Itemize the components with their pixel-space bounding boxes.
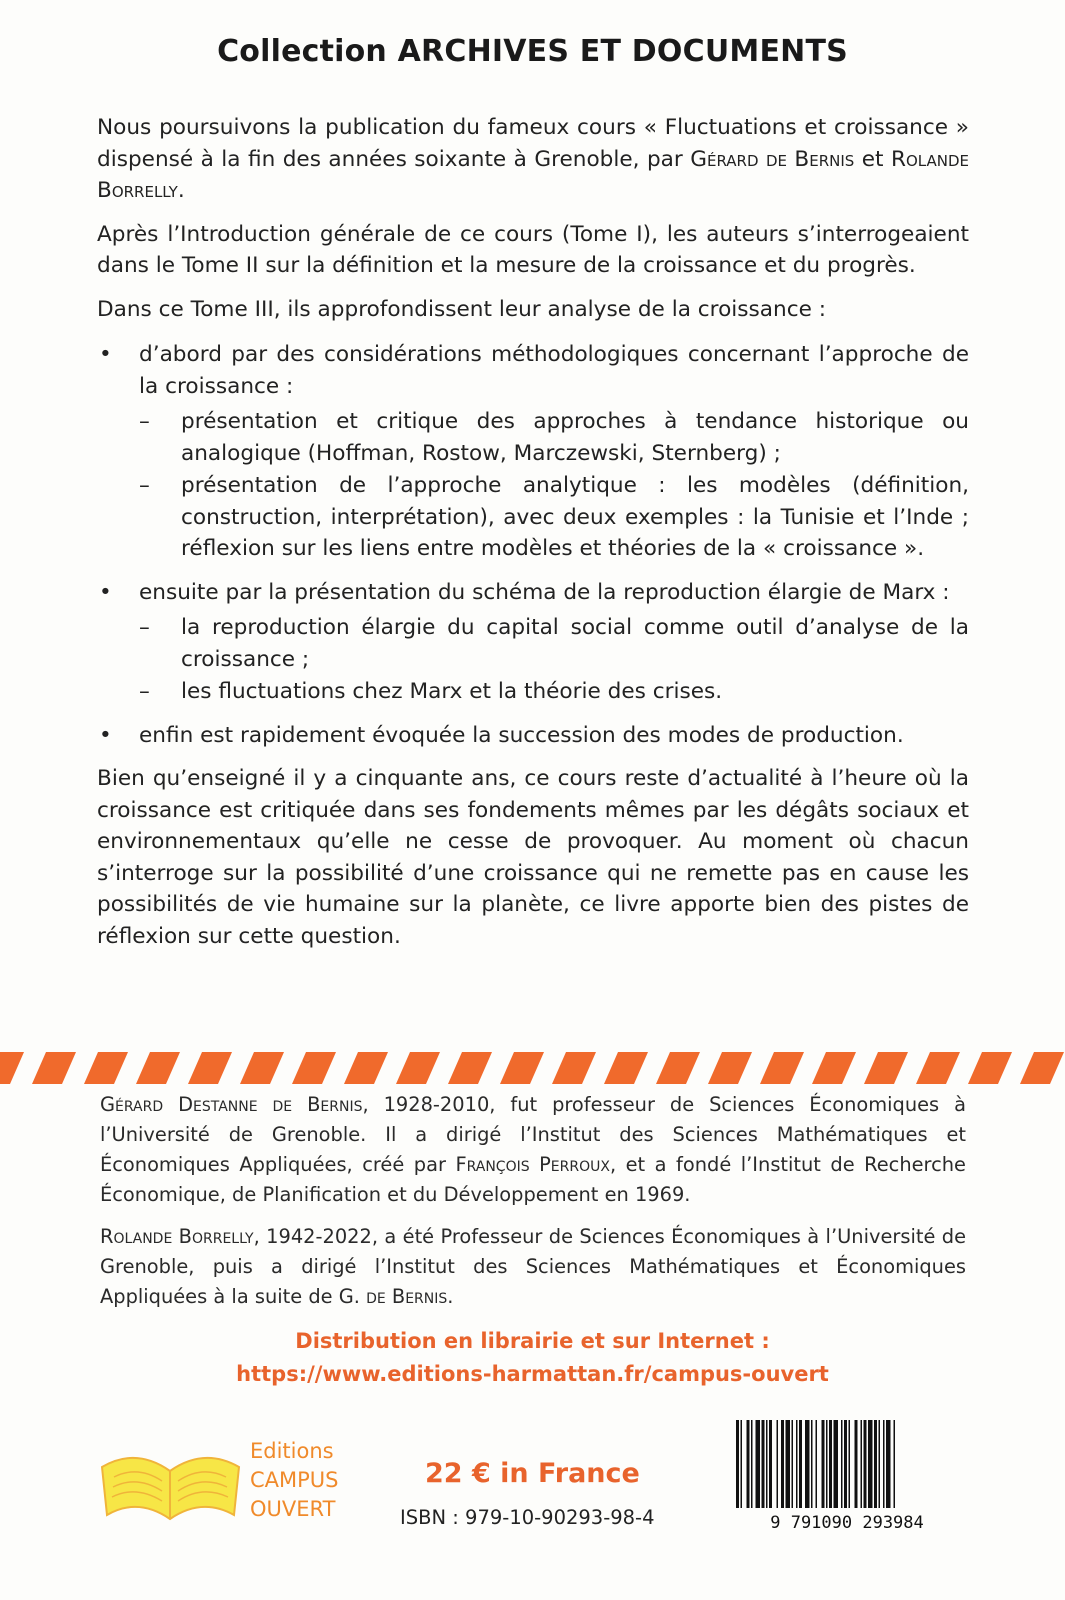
barcode <box>732 1420 962 1532</box>
sub-list-item <box>139 406 969 469</box>
sub-item-text: la reproduction élargie du capital social comme outil d’analyse de la croissance ; <box>181 615 969 672</box>
barcode-bar <box>816 1420 818 1508</box>
stripe-segment <box>708 1052 752 1084</box>
stripe-segment <box>32 1052 76 1084</box>
stripe-segment <box>968 1052 1012 1084</box>
bullet-mark: • <box>99 579 112 605</box>
barcode-bar <box>861 1420 863 1508</box>
bio-text: , 1928-2010, fut professeur de Sciences Économiques à l’Université de Grenoble. Il a dirigé l’Institut des Sciences Mathématiques et Économiques Appliquées, créé par <box>100 1093 966 1176</box>
bullet-text: ensuite par la présentation du schéma de la reproduction élargie de Marx : <box>139 579 950 605</box>
barcode-bar <box>736 1420 739 1508</box>
dash-mark: – <box>139 615 150 640</box>
author-name-1: Gérard de Bernis <box>690 146 855 172</box>
barcode-bar <box>849 1420 851 1508</box>
list-item <box>97 339 969 565</box>
dash-mark: – <box>139 473 150 498</box>
bio-text: . <box>447 1285 454 1308</box>
author-name-2: Rolande Borrelly <box>97 146 969 203</box>
tome2-paragraph: Après l’Introduction générale de ce cours (Tome I), les auteurs s’interrogeaient dans le Tome II sur la définition et la mesure de la croissance et du progrès. <box>97 221 969 278</box>
bullet-mark: • <box>99 722 112 748</box>
bullet-mark: • <box>99 342 112 367</box>
barcode-bar <box>799 1420 802 1508</box>
stripe-segment <box>448 1052 492 1084</box>
barcode-bar <box>883 1420 885 1508</box>
barcode-bar <box>844 1420 847 1508</box>
list-item <box>97 577 969 708</box>
barcode-bar <box>769 1420 772 1508</box>
stripe-segment <box>656 1052 700 1084</box>
barcode-bar <box>792 1420 794 1508</box>
price: 22 € in France <box>425 1458 640 1489</box>
stripe-segment <box>0 1052 24 1084</box>
bio-borrelly <box>100 1222 966 1312</box>
barcode-bar <box>777 1420 779 1508</box>
stripe-segment <box>1020 1052 1064 1084</box>
barcode-bar <box>747 1420 750 1508</box>
barcode-bar <box>805 1420 810 1508</box>
stripe-segment <box>84 1052 128 1084</box>
stripe-segment <box>760 1052 804 1084</box>
stripe-segment <box>396 1052 440 1084</box>
publisher-name <box>250 1437 339 1524</box>
barcode-bar <box>829 1420 832 1508</box>
intro-text: Nous poursuivons la publication du fameux cours « Fluctuations et croissance » dispensé à la fin des années soixante à Grenoble, par <box>97 115 969 172</box>
bullet-text: enfin est rapidement évoquée la succession des modes de production. <box>139 722 904 748</box>
bio-name-perroux: François Perroux <box>455 1153 610 1176</box>
barcode-bar <box>855 1420 858 1508</box>
barcode-bar <box>811 1420 813 1508</box>
intro-period: . <box>177 178 185 203</box>
publisher-line-1: Editions <box>250 1439 334 1463</box>
tome3-paragraph: Dans ce Tome III, ils approfondissent leur analyse de la croissance : <box>97 296 827 322</box>
open-book-icon <box>98 1445 243 1525</box>
stripe-segment <box>136 1052 180 1084</box>
stripe-segment <box>916 1052 960 1084</box>
sub-list-item <box>139 470 969 565</box>
stripe-segment <box>812 1052 856 1084</box>
stripe-segment <box>552 1052 596 1084</box>
barcode-bar <box>826 1420 828 1508</box>
sub-list-item <box>139 676 969 708</box>
publisher-line-3: OUVERT <box>250 1497 336 1521</box>
bio-text: , 1942-2022, a été Professeur de Sciences Économiques à l’Université de Grenoble, puis a dirigé l’Institut des Sciences Mathématiques et Économiques Appliquées à la suite de <box>100 1225 966 1308</box>
barcode-bar <box>874 1420 877 1508</box>
bio-name-g-de-bernis: G. de Bernis <box>338 1285 448 1308</box>
sub-list <box>139 612 969 708</box>
hazard-stripe-band <box>0 1052 1065 1084</box>
back-cover-text <box>97 112 969 964</box>
stripe-segment <box>864 1052 908 1084</box>
stripe-segment <box>240 1052 284 1084</box>
collection-title: Collection ARCHIVES ET DOCUMENTS <box>217 34 848 69</box>
distribution-info <box>0 1325 1065 1391</box>
barcode-bar <box>868 1420 873 1508</box>
barcode-bar <box>781 1420 784 1508</box>
bio-text: , et a fondé l’Institut de Recherche Économique, de Planification et du Développement en 1969. <box>100 1153 966 1206</box>
barcode-bar <box>864 1420 867 1508</box>
barcode-bar <box>879 1420 881 1508</box>
stripe-segment <box>500 1052 544 1084</box>
barcode-bar <box>741 1420 743 1508</box>
barcode-bar <box>786 1420 791 1508</box>
intro-and: et <box>854 146 891 172</box>
sub-list-item <box>139 612 969 675</box>
bio-de-bernis <box>100 1090 966 1210</box>
stripe-segment <box>604 1052 648 1084</box>
sub-item-text: présentation et critique des approches à tendance historique ou analogique (Hoffman, Rostow, Marczewski, Sternberg) ; <box>181 409 969 466</box>
barcode-bar <box>762 1420 765 1508</box>
author-biographies <box>100 1090 966 1324</box>
barcode-bar <box>796 1420 798 1508</box>
conclusion-paragraph: Bien qu’enseigné il y a cinquante ans, ce cours reste d’actualité à l’heure où la croissance est critiquée dans ses fondements mêmes par les dégâts sociaux et environnementaux qu’elle ne cesse de provoquer. Au moment où chacun s’interroge sur la possibilité d’une croissance qui ne remette pas en cause les possibilités de vie humaine sur la planète, ce livre apporte bien des pistes de réflexion sur cette question. <box>97 766 969 949</box>
list-item <box>97 720 969 752</box>
bio-name-de-bernis: Gérard Destanne de Bernis <box>100 1093 363 1116</box>
barcode-digits: 9 791090 293984 <box>770 1513 924 1532</box>
distribution-url: https://www.editions-harmattan.fr/campus-ouvert <box>236 1362 829 1386</box>
sub-item-text: les fluctuations chez Marx et la théorie des crises. <box>181 679 723 704</box>
barcode-bar <box>756 1420 761 1508</box>
sub-item-text: présentation de l’approche analytique : les modèles (définition, construction, interprétation), avec deux exemples : la Tunisie et l’Inde ; réflexion sur les liens entre modèles et théories de la « croissance ». <box>181 473 969 561</box>
stripe-segment <box>292 1052 336 1084</box>
barcode-bar <box>766 1420 768 1508</box>
stripe-segment <box>188 1052 232 1084</box>
isbn: ISBN : 979-10-90293-98-4 <box>400 1506 655 1529</box>
barcode-bar <box>751 1420 753 1508</box>
intro-paragraph <box>97 112 969 207</box>
barcode-bar <box>834 1420 839 1508</box>
barcode-bar <box>822 1420 825 1508</box>
distribution-label: Distribution en librairie et sur Internet : <box>295 1329 770 1353</box>
bullet-text: d’abord par des considérations méthodologiques concernant l’approche de la croissance : <box>139 342 969 399</box>
dash-mark: – <box>139 409 150 434</box>
publisher-line-2: CAMPUS <box>250 1468 339 1492</box>
dash-mark: – <box>139 679 150 704</box>
barcode-bar <box>886 1420 891 1508</box>
sub-list <box>139 406 969 565</box>
barcode-bar <box>894 1420 896 1508</box>
barcode-bar <box>841 1420 843 1508</box>
stripe-segment <box>344 1052 388 1084</box>
content-bullet-list <box>97 339 969 751</box>
bio-name-borrelly: Rolande Borrelly <box>100 1225 254 1248</box>
